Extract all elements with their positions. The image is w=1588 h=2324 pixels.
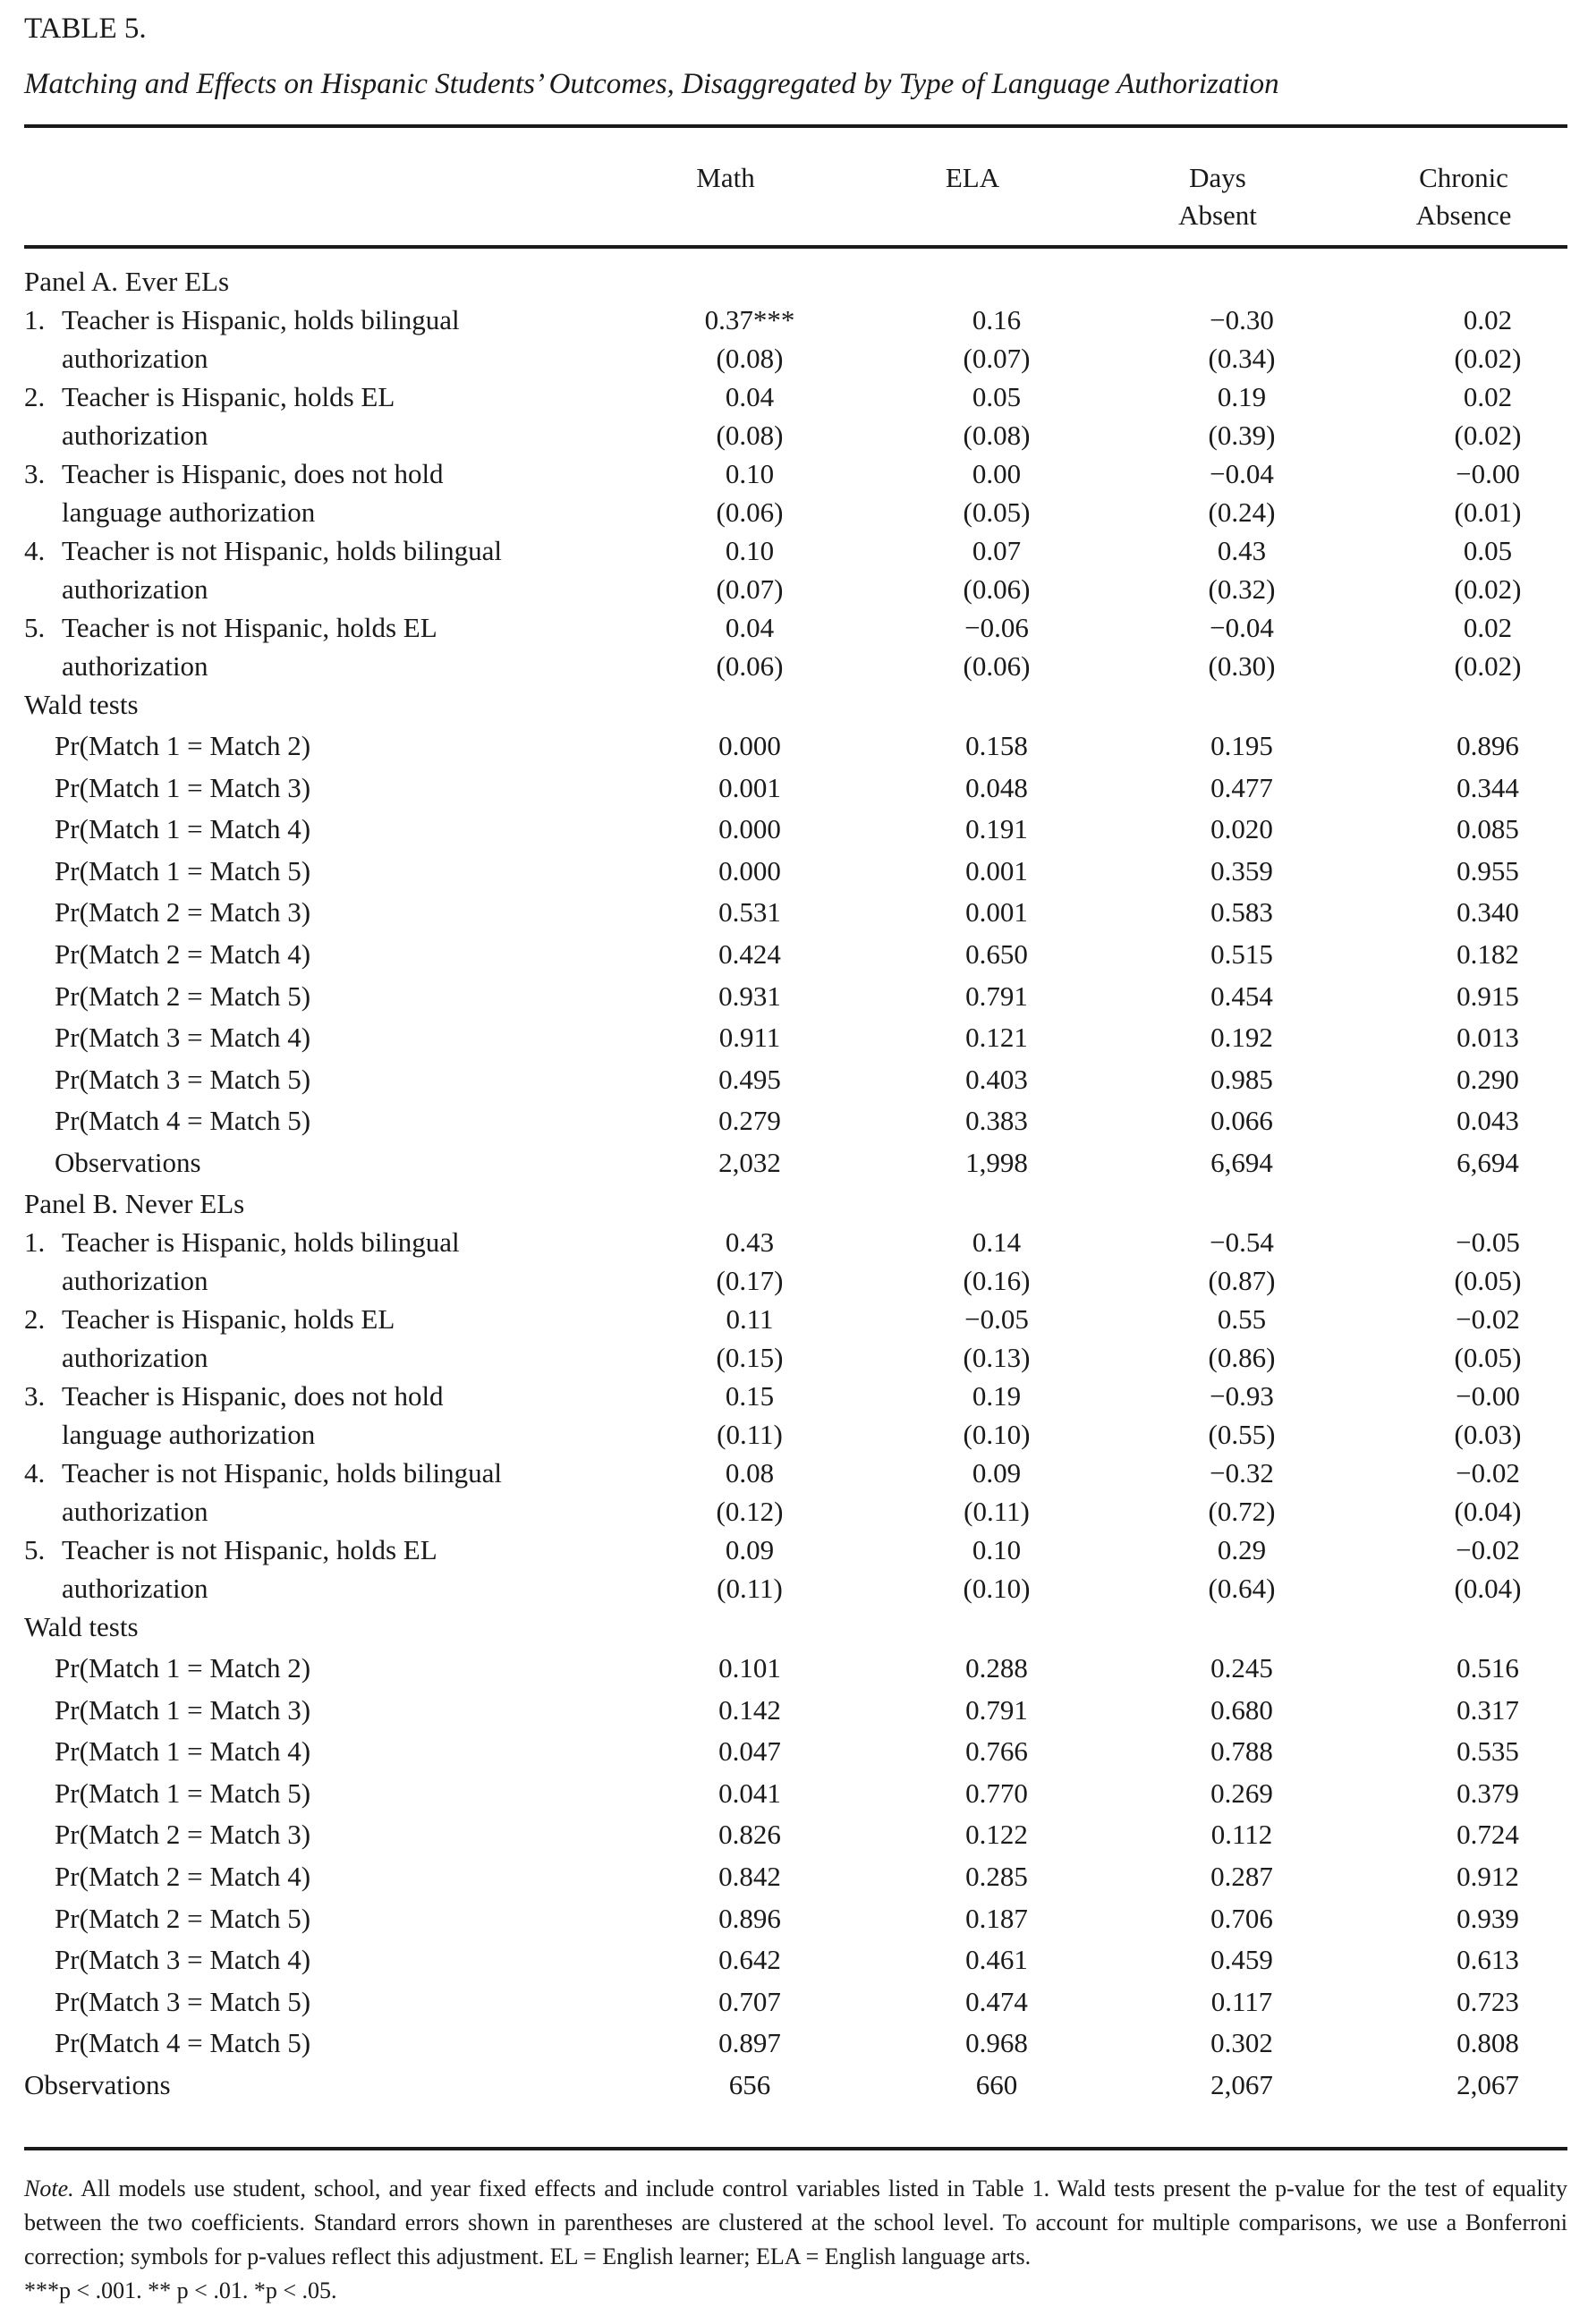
table-cell: 0.10 xyxy=(972,1534,1022,1565)
table-cell: (0.10) xyxy=(963,1573,1031,1604)
col-header-math xyxy=(627,159,824,197)
match-number: 2. xyxy=(24,381,46,412)
table-subtitle: Matching and Effects on Hispanic Students’ Outcomes, Disaggregated by Type of Language Authorization xyxy=(24,68,1279,100)
table-cell: 2,032 xyxy=(718,1147,781,1178)
table-cell: (0.32) xyxy=(1208,573,1276,605)
table-cell: (0.64) xyxy=(1208,1573,1276,1604)
col-header-line2: Math xyxy=(696,162,755,193)
table-cell: 0.461 xyxy=(965,1944,1028,1976)
table-cell: (0.06) xyxy=(716,496,784,528)
table-row xyxy=(24,1300,1567,1338)
table-cell: 0.020 xyxy=(1210,813,1273,845)
wald-test-label: Pr(Match 3 = Match 5) xyxy=(55,1063,311,1095)
table-cell: 0.02 xyxy=(1463,612,1513,643)
table-cell: 0.047 xyxy=(718,1735,781,1768)
match-number: 5. xyxy=(24,612,46,643)
table-cell: (0.08) xyxy=(963,420,1031,451)
table-cell: 0.122 xyxy=(965,1819,1028,1851)
table-cell: (0.13) xyxy=(963,1342,1031,1373)
table-cell: 0.04 xyxy=(725,612,775,643)
table-row xyxy=(24,1261,1567,1300)
wald-test-label: Pr(Match 4 = Match 5) xyxy=(55,1105,311,1137)
table-cell: 660 xyxy=(975,2069,1018,2100)
table-cell: (0.39) xyxy=(1208,420,1276,451)
wald-row xyxy=(24,1815,1567,1853)
table-cell: (0.06) xyxy=(716,650,784,682)
table-row xyxy=(24,377,1567,416)
table-cell: 0.182 xyxy=(1456,938,1519,970)
table-row xyxy=(24,416,1567,454)
table-cell: 0.10 xyxy=(725,458,775,489)
table-cell: 0.791 xyxy=(965,1693,1028,1726)
table-cell: (0.08) xyxy=(716,420,784,451)
table-cell: −0.93 xyxy=(1210,1380,1274,1412)
match-number: 4. xyxy=(24,1457,46,1489)
match-label-line2: authorization xyxy=(62,1573,208,1604)
table-cell: 0.317 xyxy=(1456,1693,1519,1726)
table-row xyxy=(24,1569,1567,1607)
table-cell: (0.17) xyxy=(716,1265,784,1296)
table-cell: 0.454 xyxy=(1210,980,1273,1012)
table-cell: 0.642 xyxy=(718,1944,781,1976)
table-cell: (0.05) xyxy=(1454,1265,1522,1296)
table-cell: 0.19 xyxy=(1217,381,1267,412)
table-cell: (0.87) xyxy=(1208,1265,1276,1296)
table-cell: 0.290 xyxy=(1456,1063,1519,1095)
wald-row xyxy=(24,2023,1567,2062)
match-label xyxy=(24,1531,437,1569)
wald-test-label: Pr(Match 1 = Match 5) xyxy=(55,854,311,886)
table-cell: 0.14 xyxy=(972,1226,1022,1258)
wald-test-label: Pr(Match 1 = Match 2) xyxy=(55,1652,311,1684)
wald-row xyxy=(24,726,1567,765)
wald-row xyxy=(24,1940,1567,1979)
table-cell: (0.11) xyxy=(964,1496,1030,1527)
table-cell: 0.112 xyxy=(1210,1819,1273,1851)
table-cell: 0.43 xyxy=(725,1226,775,1258)
table-cell: (0.12) xyxy=(716,1496,784,1527)
table-cell: 0.383 xyxy=(965,1105,1028,1137)
table-cell: −0.06 xyxy=(964,612,1029,643)
wald-test-label: Pr(Match 2 = Match 5) xyxy=(55,1902,311,1934)
table-cell: 0.43 xyxy=(1217,535,1267,566)
match-label xyxy=(24,608,437,647)
col-header-line1: Days xyxy=(1189,162,1246,193)
table-cell: 0.707 xyxy=(718,1985,781,2017)
table-cell: 0.37*** xyxy=(704,304,795,335)
table-cell: 0.245 xyxy=(1210,1652,1273,1684)
table-cell: (0.24) xyxy=(1208,496,1276,528)
table-cell: (0.07) xyxy=(963,343,1031,374)
table-cell: 0.968 xyxy=(965,2027,1028,2059)
wald-test-label: Pr(Match 3 = Match 5) xyxy=(55,1985,311,2017)
table-cell: 0.048 xyxy=(965,771,1028,803)
wald-label: Wald tests xyxy=(24,689,139,720)
match-label-line2: authorization xyxy=(62,343,208,374)
table-cell: 0.55 xyxy=(1217,1303,1267,1335)
wald-test-label: Pr(Match 1 = Match 4) xyxy=(55,1735,311,1768)
table-cell: 0.000 xyxy=(718,813,781,845)
table-cell: (0.06) xyxy=(963,573,1031,605)
table-cell: 0.723 xyxy=(1456,1985,1519,2017)
table-cell: −0.54 xyxy=(1210,1226,1274,1258)
table-cell: −0.02 xyxy=(1456,1457,1520,1489)
table-cell: 0.02 xyxy=(1463,304,1513,335)
match-label xyxy=(24,1300,395,1338)
table-cell: 0.158 xyxy=(965,730,1028,761)
wald-row xyxy=(24,1899,1567,1938)
table-cell: (0.86) xyxy=(1208,1342,1276,1373)
table-cell: −0.04 xyxy=(1210,612,1274,643)
table-cell: 0.043 xyxy=(1456,1105,1519,1137)
table-cell: (0.01) xyxy=(1454,496,1522,528)
table-cell: 0.041 xyxy=(718,1777,781,1809)
wald-test-label: Pr(Match 2 = Match 4) xyxy=(55,938,311,970)
table-cell: (0.06) xyxy=(963,650,1031,682)
table-cell: 2,067 xyxy=(1456,2069,1519,2100)
match-label-line1: Teacher is not Hispanic, holds bilingual xyxy=(62,535,503,566)
table-cell: 0.424 xyxy=(718,938,781,970)
table-cell: (0.10) xyxy=(963,1419,1031,1450)
table-cell: (0.03) xyxy=(1454,1419,1522,1450)
table-cell: 0.05 xyxy=(1463,535,1513,566)
table-row xyxy=(24,531,1567,570)
table-cell: 0.340 xyxy=(1456,896,1519,929)
table-cell: (0.11) xyxy=(717,1419,783,1450)
table-cell: −0.02 xyxy=(1456,1303,1520,1335)
wald-row xyxy=(24,1018,1567,1056)
wald-test-label: Pr(Match 1 = Match 2) xyxy=(55,730,311,761)
table-cell: 0.788 xyxy=(1210,1735,1273,1768)
table-cell: 0.001 xyxy=(965,854,1028,886)
table-cell: 6,694 xyxy=(1210,1147,1273,1178)
table-cell: (0.02) xyxy=(1454,650,1522,682)
wald-row xyxy=(24,810,1567,848)
table-cell: 0.11 xyxy=(726,1303,774,1335)
table-cell: −0.30 xyxy=(1210,304,1274,335)
table-cell: 0.808 xyxy=(1456,2027,1519,2059)
match-number: 3. xyxy=(24,1380,46,1412)
table-row xyxy=(24,1531,1567,1569)
table-cell: 0.403 xyxy=(965,1063,1028,1095)
table-cell: 0.121 xyxy=(965,1022,1028,1054)
col-header-line2: Absence xyxy=(1415,199,1512,231)
table-cell: 0.142 xyxy=(718,1693,781,1726)
panel-label: Panel A. Ever ELs xyxy=(24,266,230,297)
match-label xyxy=(24,1223,460,1261)
table-row xyxy=(24,1338,1567,1377)
match-label-line2: language authorization xyxy=(62,496,316,528)
table-row xyxy=(24,1415,1567,1454)
panel-label: Panel B. Never ELs xyxy=(24,1188,245,1219)
match-label-line2: language authorization xyxy=(62,1419,316,1450)
table-cell: (0.05) xyxy=(1454,1342,1522,1373)
table-cell: (0.55) xyxy=(1208,1419,1276,1450)
table-cell: (0.02) xyxy=(1454,343,1522,374)
match-label-line1: Teacher is Hispanic, holds EL xyxy=(62,1303,395,1335)
table-cell: 0.07 xyxy=(972,535,1022,566)
table-cell: 0.706 xyxy=(1210,1902,1273,1934)
wald-row xyxy=(24,893,1567,931)
header-rule xyxy=(24,245,1567,249)
table-cell: (0.08) xyxy=(716,343,784,374)
table-cell: 0.192 xyxy=(1210,1022,1273,1054)
table-cell: 0.02 xyxy=(1463,381,1513,412)
match-label xyxy=(24,377,395,416)
table-row xyxy=(24,1223,1567,1261)
table-note xyxy=(24,2172,1567,2308)
table-cell: 0.516 xyxy=(1456,1652,1519,1684)
table-cell: 0.791 xyxy=(965,980,1028,1012)
table-cell: 0.515 xyxy=(1210,938,1273,970)
table-row xyxy=(24,608,1567,647)
wald-test-label: Pr(Match 1 = Match 3) xyxy=(55,1693,311,1726)
wald-row xyxy=(24,1060,1567,1098)
match-label-line2: authorization xyxy=(62,420,208,451)
note-lead: Note. xyxy=(24,2176,74,2201)
table-cell: 0.766 xyxy=(965,1735,1028,1768)
table-cell: −0.04 xyxy=(1210,458,1274,489)
table-cell: (0.15) xyxy=(716,1342,784,1373)
match-label xyxy=(24,1377,444,1415)
match-number: 2. xyxy=(24,1303,46,1335)
wald-heading xyxy=(24,1607,1567,1646)
table-cell: 0.985 xyxy=(1210,1063,1273,1095)
col-header-days-absent xyxy=(1119,159,1316,234)
wald-test-label: Pr(Match 3 = Match 4) xyxy=(55,1022,311,1054)
table-cell: 0.29 xyxy=(1217,1534,1267,1565)
wald-row xyxy=(24,852,1567,890)
table-cell: (0.02) xyxy=(1454,573,1522,605)
table-cell: 0.19 xyxy=(972,1380,1022,1412)
table-cell: 0.896 xyxy=(718,1902,781,1934)
top-rule xyxy=(24,124,1567,128)
table-cell: 0.680 xyxy=(1210,1693,1273,1726)
table-row xyxy=(24,1454,1567,1492)
match-label-line1: Teacher is not Hispanic, holds EL xyxy=(62,1534,437,1565)
wald-test-label: Pr(Match 2 = Match 3) xyxy=(55,896,311,929)
table-cell: 0.066 xyxy=(1210,1105,1273,1137)
table-cell: 0.379 xyxy=(1456,1777,1519,1809)
table-cell: 0.285 xyxy=(965,1861,1028,1892)
wald-row xyxy=(24,1649,1567,1687)
match-label-line1: Teacher is Hispanic, holds EL xyxy=(62,381,395,412)
table-cell: 0.912 xyxy=(1456,1861,1519,1892)
table-cell: −0.32 xyxy=(1210,1457,1274,1489)
wald-row xyxy=(24,1732,1567,1770)
wald-test-label: Pr(Match 2 = Match 3) xyxy=(55,1819,311,1851)
match-label-line2: authorization xyxy=(62,1342,208,1373)
match-number: 3. xyxy=(24,458,46,489)
wald-row xyxy=(24,1857,1567,1896)
match-label-line2: authorization xyxy=(62,650,208,682)
table-cell: 0.187 xyxy=(965,1902,1028,1934)
match-label-line1: Teacher is Hispanic, holds bilingual xyxy=(62,1226,460,1258)
table-cell: −0.05 xyxy=(964,1303,1029,1335)
bottom-rule xyxy=(24,2147,1567,2150)
table-cell: (0.04) xyxy=(1454,1496,1522,1527)
table-cell: 0.287 xyxy=(1210,1861,1273,1892)
table-cell: 0.08 xyxy=(725,1457,775,1489)
table-cell: −0.00 xyxy=(1456,1380,1520,1412)
table-cell: 0.10 xyxy=(725,535,775,566)
table-cell: 6,694 xyxy=(1456,1147,1519,1178)
match-label-line1: Teacher is Hispanic, does not hold xyxy=(62,458,444,489)
table-cell: 0.15 xyxy=(725,1380,775,1412)
table-cell: −0.02 xyxy=(1456,1534,1520,1565)
wald-heading xyxy=(24,685,1567,724)
table-cell: 0.650 xyxy=(965,938,1028,970)
table-cell: 0.000 xyxy=(718,730,781,761)
observations-row xyxy=(24,1143,1567,1182)
table-cell: 0.770 xyxy=(965,1777,1028,1809)
table-row xyxy=(24,1492,1567,1531)
table-cell: 0.474 xyxy=(965,1985,1028,2017)
table-cell: 0.279 xyxy=(718,1105,781,1137)
table-cell: (0.07) xyxy=(716,573,784,605)
table-cell: 0.000 xyxy=(718,854,781,886)
col-header-line1: Chronic xyxy=(1419,162,1508,193)
table-cell: 0.359 xyxy=(1210,854,1273,886)
table-cell: 0.897 xyxy=(718,2027,781,2059)
table-cell: 0.911 xyxy=(718,1022,781,1054)
panel-heading xyxy=(24,1184,1567,1223)
table-cell: 0.939 xyxy=(1456,1902,1519,1934)
match-label xyxy=(24,454,444,493)
table-cell: 0.09 xyxy=(725,1534,775,1565)
wald-row xyxy=(24,1101,1567,1140)
table-cell: 0.931 xyxy=(718,980,781,1012)
table-cell: 0.896 xyxy=(1456,730,1519,761)
col-header-chronic-absence xyxy=(1365,159,1562,234)
wald-row xyxy=(24,1982,1567,2021)
table-cell: 0.001 xyxy=(965,896,1028,929)
match-label-line1: Teacher is not Hispanic, holds EL xyxy=(62,612,437,643)
table-row xyxy=(24,454,1567,493)
table-cell: (0.11) xyxy=(717,1573,783,1604)
wald-test-label: Pr(Match 4 = Match 5) xyxy=(55,2027,311,2059)
col-header-line2: Absent xyxy=(1178,199,1257,231)
table-cell: 0.724 xyxy=(1456,1819,1519,1851)
observations-label: Observations xyxy=(55,1147,201,1178)
match-label xyxy=(24,301,460,339)
table-cell: 0.269 xyxy=(1210,1777,1273,1809)
match-number: 4. xyxy=(24,535,46,566)
observations-label: Observations xyxy=(24,2069,171,2100)
wald-test-label: Pr(Match 1 = Match 5) xyxy=(55,1777,311,1809)
match-label-line1: Teacher is Hispanic, holds bilingual xyxy=(62,304,460,335)
table-title: TABLE 5. xyxy=(24,13,147,45)
table-cell: 0.191 xyxy=(965,813,1028,845)
table-cell: 0.842 xyxy=(718,1861,781,1892)
table-cell: 2,067 xyxy=(1210,2069,1273,2100)
panel-heading xyxy=(24,262,1567,301)
table-cell: 0.085 xyxy=(1456,813,1519,845)
table-row xyxy=(24,1377,1567,1415)
table-cell: (0.16) xyxy=(963,1265,1031,1296)
match-label-line1: Teacher is not Hispanic, holds bilingual xyxy=(62,1457,503,1489)
table-cell: 0.302 xyxy=(1210,2027,1273,2059)
col-header-line2: ELA xyxy=(945,162,1000,193)
table-row xyxy=(24,301,1567,339)
match-label-line2: authorization xyxy=(62,1265,208,1296)
match-label-line1: Teacher is Hispanic, does not hold xyxy=(62,1380,444,1412)
table-cell: 0.613 xyxy=(1456,1944,1519,1976)
table-cell: (0.04) xyxy=(1454,1573,1522,1604)
table-cell: 0.101 xyxy=(718,1652,781,1684)
table-cell: (0.05) xyxy=(963,496,1031,528)
table-cell: 0.535 xyxy=(1456,1735,1519,1768)
table-cell: 0.00 xyxy=(972,458,1022,489)
match-number: 5. xyxy=(24,1534,46,1565)
match-number: 1. xyxy=(24,304,46,335)
table-row xyxy=(24,570,1567,608)
table-cell: 1,998 xyxy=(965,1147,1028,1178)
wald-test-label: Pr(Match 1 = Match 4) xyxy=(55,813,311,845)
match-label xyxy=(24,531,502,570)
match-label xyxy=(24,1454,502,1492)
table-row xyxy=(24,493,1567,531)
table-cell: 0.288 xyxy=(965,1652,1028,1684)
table-cell: 0.826 xyxy=(718,1819,781,1851)
wald-test-label: Pr(Match 3 = Match 4) xyxy=(55,1944,311,1976)
table-cell: (0.02) xyxy=(1454,420,1522,451)
table-cell: 0.013 xyxy=(1456,1022,1519,1054)
note-significance: ***p < .001. ** p < .01. *p < .05. xyxy=(24,2277,337,2303)
table-cell: 0.117 xyxy=(1210,1985,1273,2017)
table-cell: (0.30) xyxy=(1208,650,1276,682)
observations-row xyxy=(24,2065,1567,2104)
col-header-ela xyxy=(874,159,1071,197)
wald-row xyxy=(24,977,1567,1015)
table-cell: 0.495 xyxy=(718,1063,781,1095)
table-cell: 0.459 xyxy=(1210,1944,1273,1976)
table-cell: 0.477 xyxy=(1210,771,1273,803)
table-cell: 656 xyxy=(728,2069,771,2100)
table-cell: 0.531 xyxy=(718,896,781,929)
wald-row xyxy=(24,1691,1567,1729)
table-cell: 0.001 xyxy=(718,771,781,803)
table-cell: 0.583 xyxy=(1210,896,1273,929)
table-cell: 0.16 xyxy=(972,304,1022,335)
table-cell: 0.344 xyxy=(1456,771,1519,803)
table-cell: 0.05 xyxy=(972,381,1022,412)
wald-test-label: Pr(Match 2 = Match 5) xyxy=(55,980,311,1012)
wald-label: Wald tests xyxy=(24,1611,139,1642)
table-row xyxy=(24,647,1567,685)
note-text: All models use student, school, and year fixed effects and include control variables listed in Table 1. Wald tests present the p-value for the test of equality between the two coefficients. Standard errors shown in parentheses are clustered at the school level. To account for multiple comparisons, we use a Bonferroni correction; symbols for p-values reflect this adjustment. EL = English learner; ELA = English language arts. xyxy=(24,2176,1567,2269)
table-cell: (0.72) xyxy=(1208,1496,1276,1527)
wald-test-label: Pr(Match 2 = Match 4) xyxy=(55,1861,311,1892)
table-cell: 0.195 xyxy=(1210,730,1273,761)
table-cell: −0.00 xyxy=(1456,458,1520,489)
wald-row xyxy=(24,935,1567,973)
table-cell: 0.04 xyxy=(725,381,775,412)
wald-row xyxy=(24,768,1567,807)
table-cell: 0.09 xyxy=(972,1457,1022,1489)
table-cell: 0.915 xyxy=(1456,980,1519,1012)
match-label-line2: authorization xyxy=(62,1496,208,1527)
wald-row xyxy=(24,1774,1567,1812)
match-label-line2: authorization xyxy=(62,573,208,605)
wald-test-label: Pr(Match 1 = Match 3) xyxy=(55,771,311,803)
match-number: 1. xyxy=(24,1226,46,1258)
table-cell: (0.34) xyxy=(1208,343,1276,374)
table-cell: 0.955 xyxy=(1456,854,1519,886)
table-cell: −0.05 xyxy=(1456,1226,1520,1258)
table-row xyxy=(24,339,1567,377)
